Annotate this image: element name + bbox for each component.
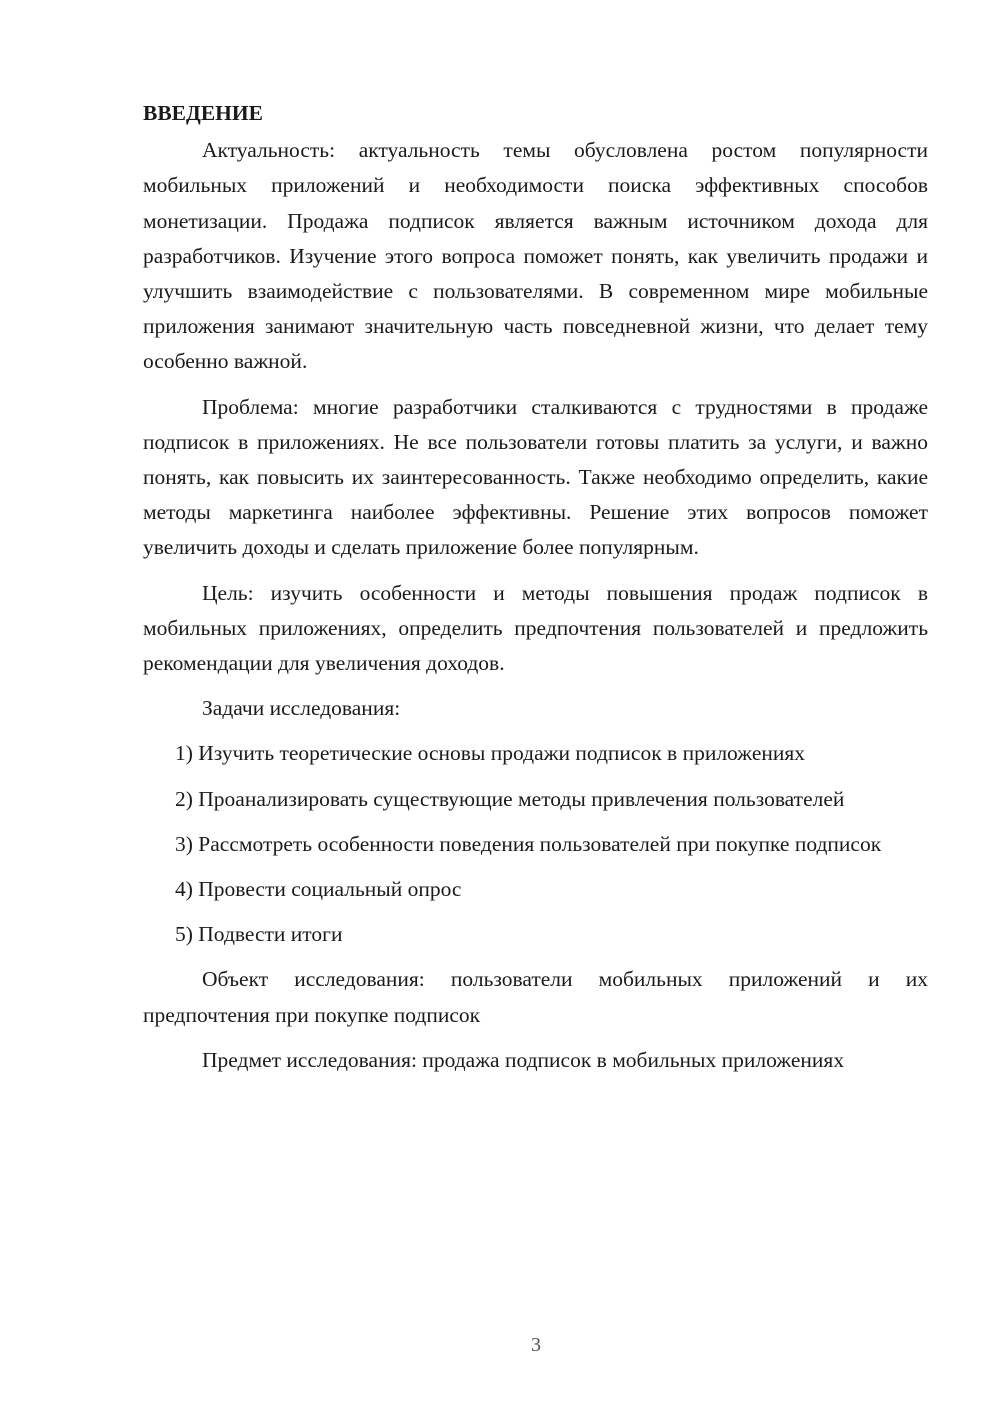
task-item-1: 1) Изучить теоретические основы продажи подписок в приложениях bbox=[175, 741, 806, 766]
paragraph-tasks-heading: Задачи исследования: bbox=[202, 696, 401, 721]
page-title: ВВЕДЕНИЕ bbox=[143, 101, 263, 125]
task-item-4: 4) Провести социальный опрос bbox=[175, 877, 462, 902]
paragraph-subject: Предмет исследования: продажа подписок в мобильных приложениях bbox=[202, 1047, 845, 1072]
task-item-3: 3) Рассмотреть особенности поведения пользователей при покупке подписок bbox=[175, 831, 882, 856]
paragraph-goal: Цель: изучить особенности и методы повышения продаж подписок в мобильных приложениях, определить предпочтения пользователей и предложить рекомендации для увеличения доходов. bbox=[143, 580, 928, 676]
task-item-2: 2) Проанализировать существующие методы привлечения пользователей bbox=[175, 786, 845, 811]
task-item-5: 5) Подвести итоги bbox=[175, 922, 343, 947]
page-content bbox=[143, 96, 928, 1088]
paragraph-problem: Проблема: многие разработчики сталкиваются с трудностями в продаже подписок в приложениях. Не все пользователи готовы платить за услуги, и важно понять, как повысить их заинтересованность. Также необходимо определить, какие методы маркетинга наиболее эффективны. Решение этих вопросов поможет увеличить доходы и сделать приложение более популярным. bbox=[143, 394, 928, 560]
page-number: 3 bbox=[531, 1334, 541, 1356]
paragraph-object: Объект исследования: пользователи мобильных приложений и их предпочтения при покупке подписок bbox=[143, 967, 928, 1027]
paragraph-relevance: Актуальность: актуальность темы обусловлена ростом популярности мобильных приложений и необходимости поиска эффективных способов монетизации. Продажа подписок является важным источником дохода для разработчиков. Изучение этого вопроса поможет понять, как увеличить продажи и улучшить взаимодействие с пользователями. В современном мире мобильные приложения занимают значительную часть повседневной жизни, что делает тему особенно важной. bbox=[143, 138, 928, 374]
